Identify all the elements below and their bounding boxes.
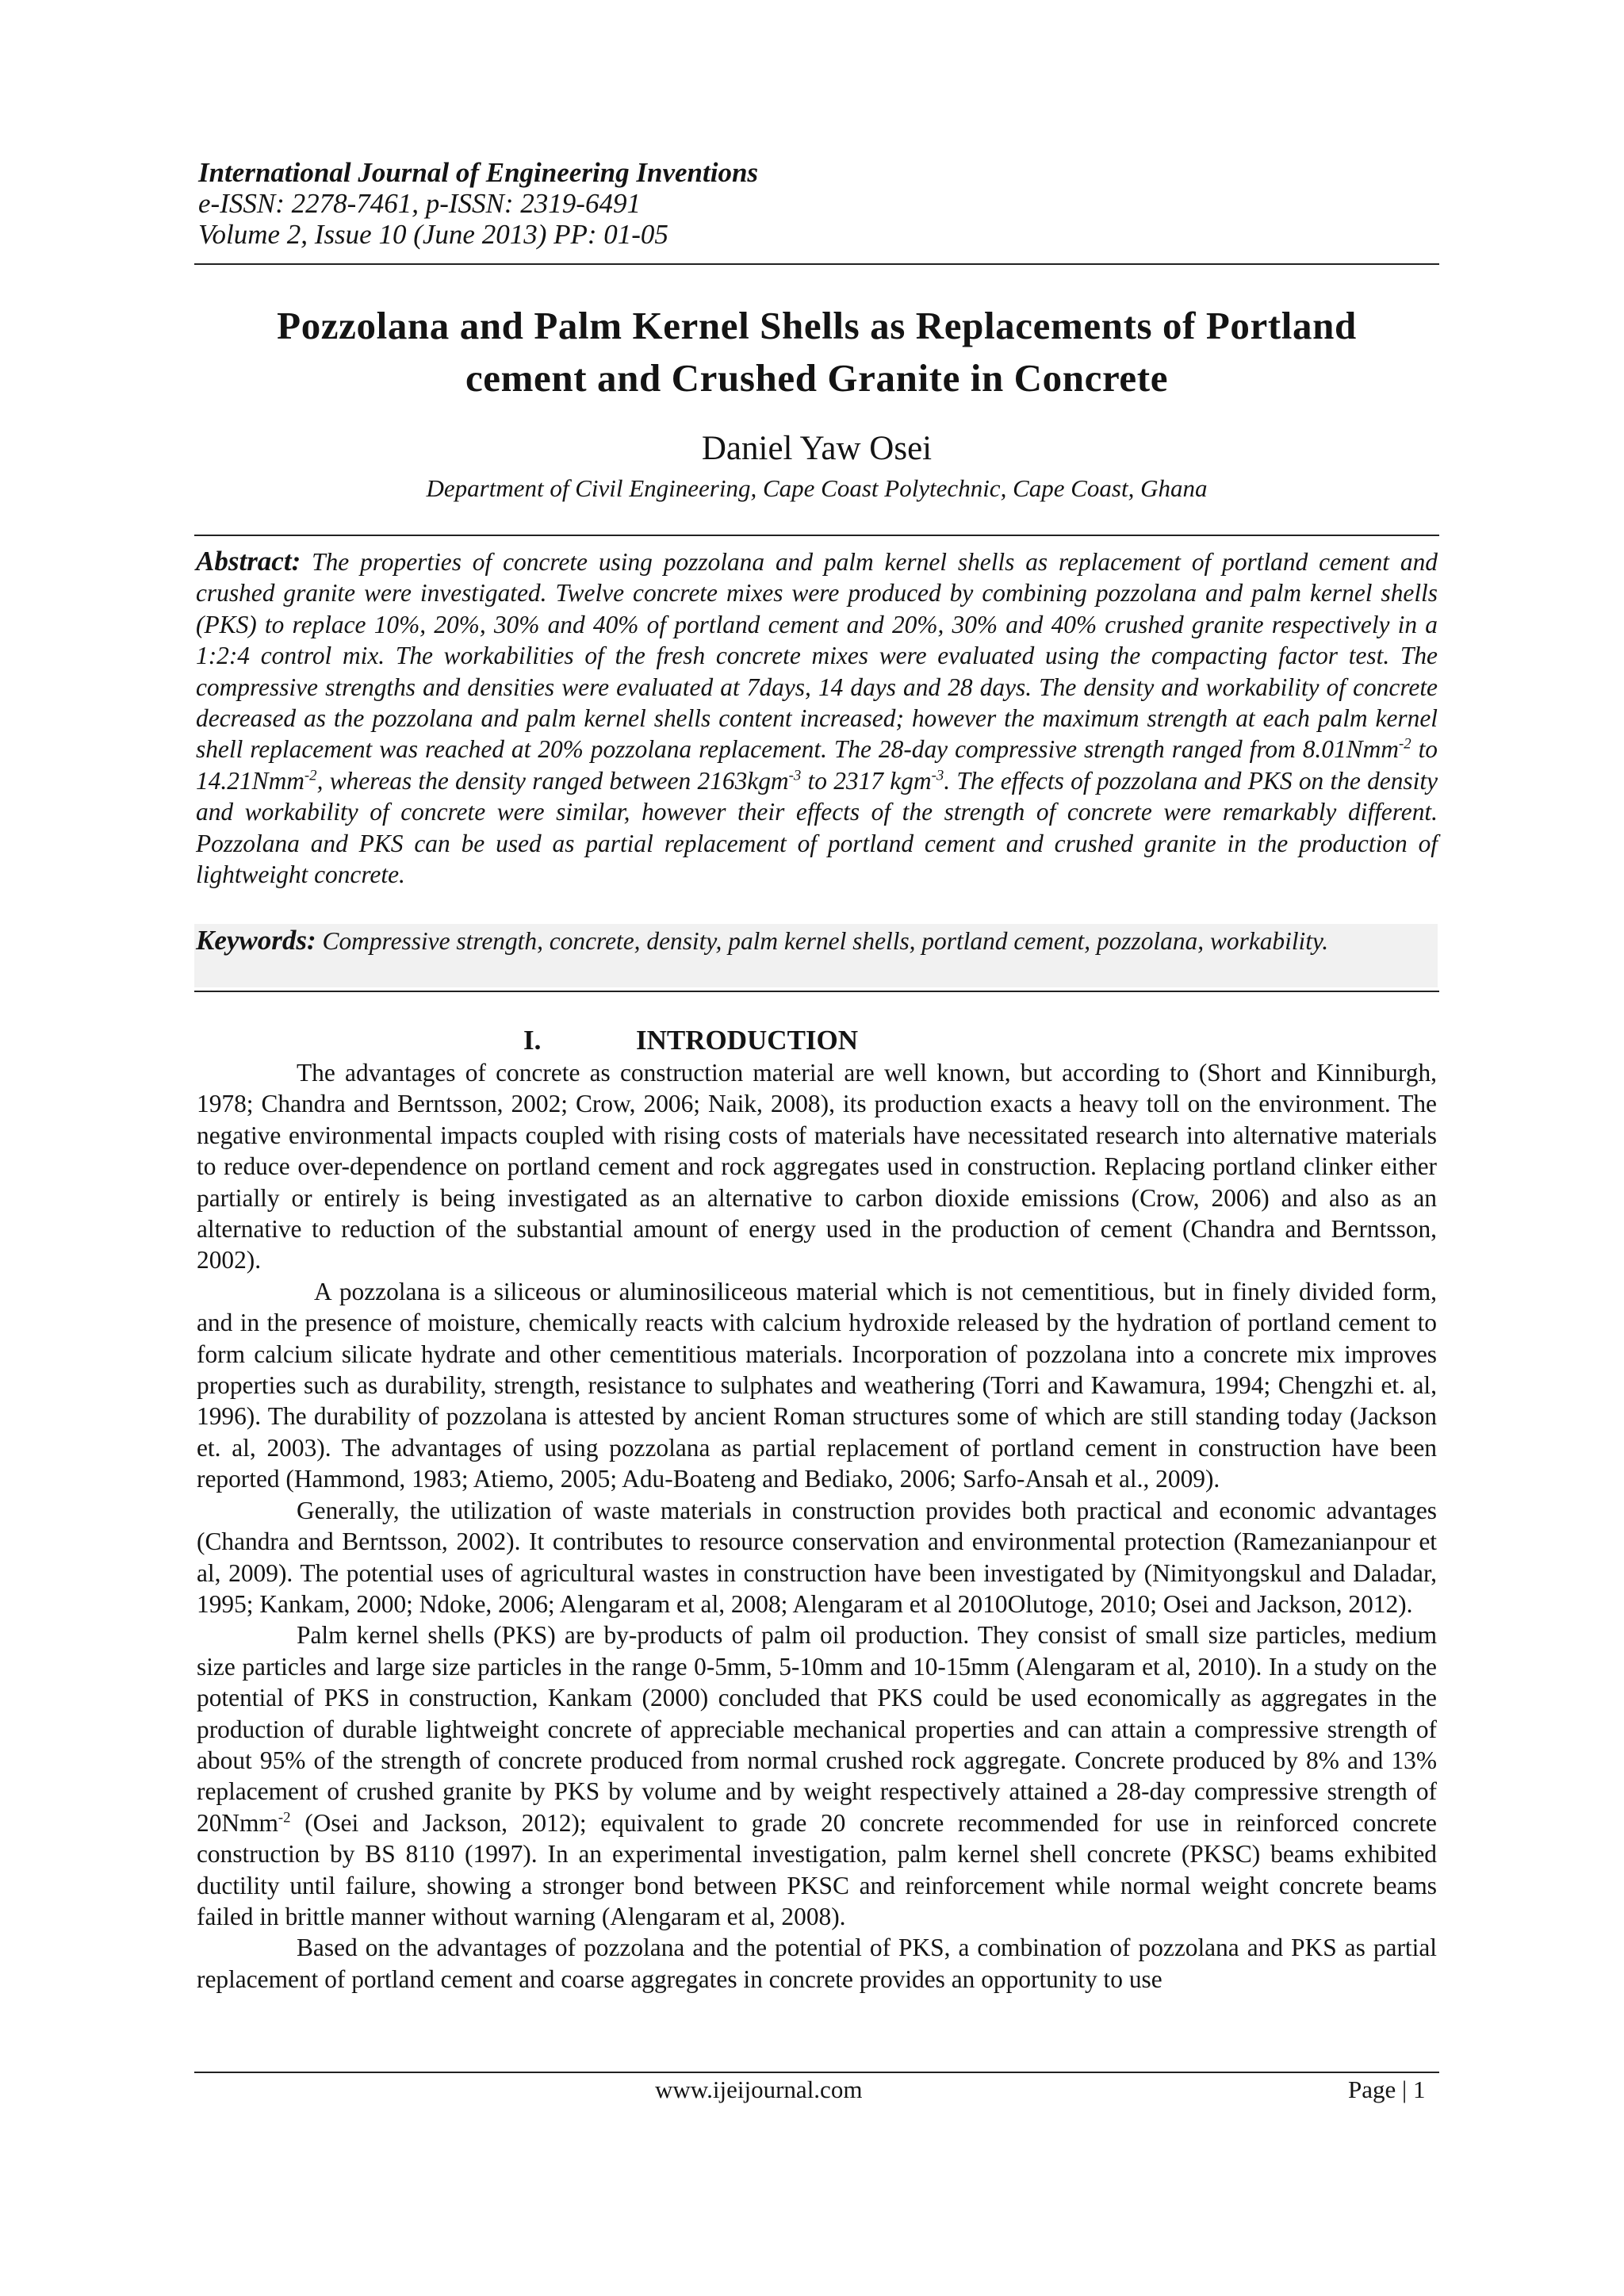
abstract-sup-1: -2 <box>1398 735 1411 753</box>
journal-name: International Journal of Engineering Inventions <box>198 157 759 188</box>
footer-url: www.ijeijournal.com <box>655 2076 863 2103</box>
keywords-label: Keywords: <box>196 925 316 956</box>
abstract-text-3: , whereas the density ranged between 2163kgm <box>316 766 789 795</box>
header-rule <box>194 263 1439 265</box>
paper-title-line-1: Pozzolana and Palm Kernel Shells as Replacements of Portland <box>277 304 1357 347</box>
abstract-top-rule <box>194 535 1439 536</box>
author-affiliation: Department of Civil Engineering, Cape Coast Polytechnic, Cape Coast, Ghana <box>426 474 1208 502</box>
paragraph-part: Palm kernel shells (PKS) are by-products of palm oil production. They consist of small size particles, medium size particles and large size particles in the range 0-5mm, 5-10mm and 10-15mm (Alengaram et al, 2010). In a study on the potential of PKS in construction, Kankam (2000) concluded that PKS could be used economically as aggregates in the production of durable lightweight concrete of appreciable mechanical properties and can attain a compressive strength of about 95% of the strength of concrete produced from normal crushed rock aggregate. Concrete produced by 8% and 13% replacement of crushed granite by PKS by volume and by weight respectively attained a 28-day compressive strength of 20Nmm <box>197 1621 1437 1837</box>
keywords-text: Compressive strength, concrete, density, palm kernel shells, portland cement, pozzolana, workability. <box>322 927 1329 955</box>
keywords-bottom-rule <box>194 991 1439 992</box>
paragraph <box>197 1619 1437 1932</box>
abstract-text-4: to 2317 kgm <box>801 766 932 795</box>
abstract-text-1: The properties of concrete using pozzolana and palm kernel shells as replacement of portland cement and crushed granite were investigated. Twelve concrete mixes were produced by combining pozzolana and palm kernel shells (PKS) to replace 10%, 20%, 30% and 40% of portland cement and 20%, 30% and 40% crushed granite respectively in a 1:2:4 control mix. The workabilities of the fresh concrete mixes were evaluated using the compacting factor test. The compressive strengths and densities were evaluated at 7days, 14 days and 28 days. The density and workability of concrete decreased as the pozzolana and palm kernel shells content increased; however the maximum strength at each palm kernel shell replacement was reached at 20% pozzolana replacement. The 28-day compressive strength ranged from 8.01Nmm <box>196 548 1438 764</box>
abstract-sup-2: -2 <box>304 767 317 784</box>
keywords <box>194 924 1438 987</box>
abstract-sup-4: -3 <box>931 767 944 784</box>
journal-volume: Volume 2, Issue 10 (June 2013) PP: 01-05 <box>198 219 668 250</box>
paragraph: Generally, the utilization of waste materials in construction provides both practical and economic advantages (Chandra and Berntsson, 2002). It contributes to resource conservation and environmental protection (Ramezanianpour et al, 2009). The potential uses of agricultural wastes in construction have been investigated by (Nimityongskul and Daladar, 1995; Kankam, 2000; Ndoke, 2006; Alengaram et al, 2008; Alengaram et al 2010Olutoge, 2010; Osei and Jackson, 2012). <box>197 1496 1437 1618</box>
section-heading <box>523 1025 858 1056</box>
paragraph-sup: -2 <box>278 1809 291 1826</box>
paragraph: The advantages of concrete as construction material are well known, but according to (Short and Kinniburgh, 1978; Chandra and Berntsson, 2002; Crow, 2006; Naik, 2008), its production exacts a heavy toll on the environment. The negative environmental impacts coupled with rising costs of materials have necessitated research into alternative materials to reduce over-dependence on portland cement and rock aggregates used in construction. Replacing portland clinker either partially or entirely is being investigated as an alternative to carbon dioxide emissions (Crow, 2006) and also as an alternative to reduction of the substantial amount of energy used in the production of cement (Chandra and Berntsson, 2002). <box>197 1059 1437 1274</box>
section-number: I. <box>523 1025 542 1056</box>
abstract-text-2: to 14.21Nmm <box>196 735 1438 795</box>
paper-title-line-2: cement and Crushed Granite in Concrete <box>465 356 1169 400</box>
author-name: Daniel Yaw Osei <box>701 430 933 467</box>
abstract <box>196 546 1438 890</box>
paragraph: Based on the advantages of pozzolana and the potential of PKS, a combination of pozzolana and PKS as partial replacement of portland cement and coarse aggregates in concrete provides an opportunity to use <box>197 1934 1437 1993</box>
footer-page-number: Page | 1 <box>1348 2076 1426 2103</box>
journal-issn: e-ISSN: 2278-7461, p-ISSN: 2319-6491 <box>198 188 641 219</box>
section-title: INTRODUCTION <box>636 1025 859 1056</box>
paragraph: A pozzolana is a siliceous or aluminosiliceous material which is not cementitious, but in finely divided form, and in the presence of moisture, chemically reacts with calcium hydroxide released by the hydration of portland cement to form calcium silicate hydrate and other cementitious materials. Incorporation of pozzolana into a concrete mix improves properties such as durability, strength, resistance to sulphates and weathering (Torri and Kawamura, 1994; Chengzhi et. al, 1996). The durability of pozzolana is attested by ancient Roman structures some of which are still standing today (Jackson et. al, 2003). The advantages of using pozzolana as partial replacement of portland cement in construction have been reported (Hammond, 1983; Atiemo, 2005; Adu-Boateng and Bediako, 2006; Sarfo-Ansah et al., 2009). <box>197 1277 1437 1493</box>
abstract-text-5: . The effects of pozzolana and PKS on the density and workability of concrete were similar, however their effects of the strength of concrete were remarkably different. Pozzolana and PKS can be used as partial replacement of portland cement and crushed granite in the production of lightweight concrete. <box>196 766 1438 889</box>
body-text <box>197 1057 1437 1995</box>
paragraph-part: (Osei and Jackson, 2012); equivalent to grade 20 concrete recommended for use in reinforced concrete construction by BS 8110 (1997). In an experimental investigation, palm kernel shell concrete (PKSC) beams exhibited ductility until failure, showing a stronger bond between PKSC and reinforcement while normal weight concrete beams failed in brittle manner without warning (Alengaram et al, 2008). <box>197 1808 1437 1930</box>
paper-title <box>174 300 1459 404</box>
footer-rule <box>194 2072 1439 2073</box>
journal-header <box>198 157 1435 250</box>
abstract-label: Abstract: <box>196 546 301 577</box>
abstract-sup-3: -3 <box>788 767 802 784</box>
